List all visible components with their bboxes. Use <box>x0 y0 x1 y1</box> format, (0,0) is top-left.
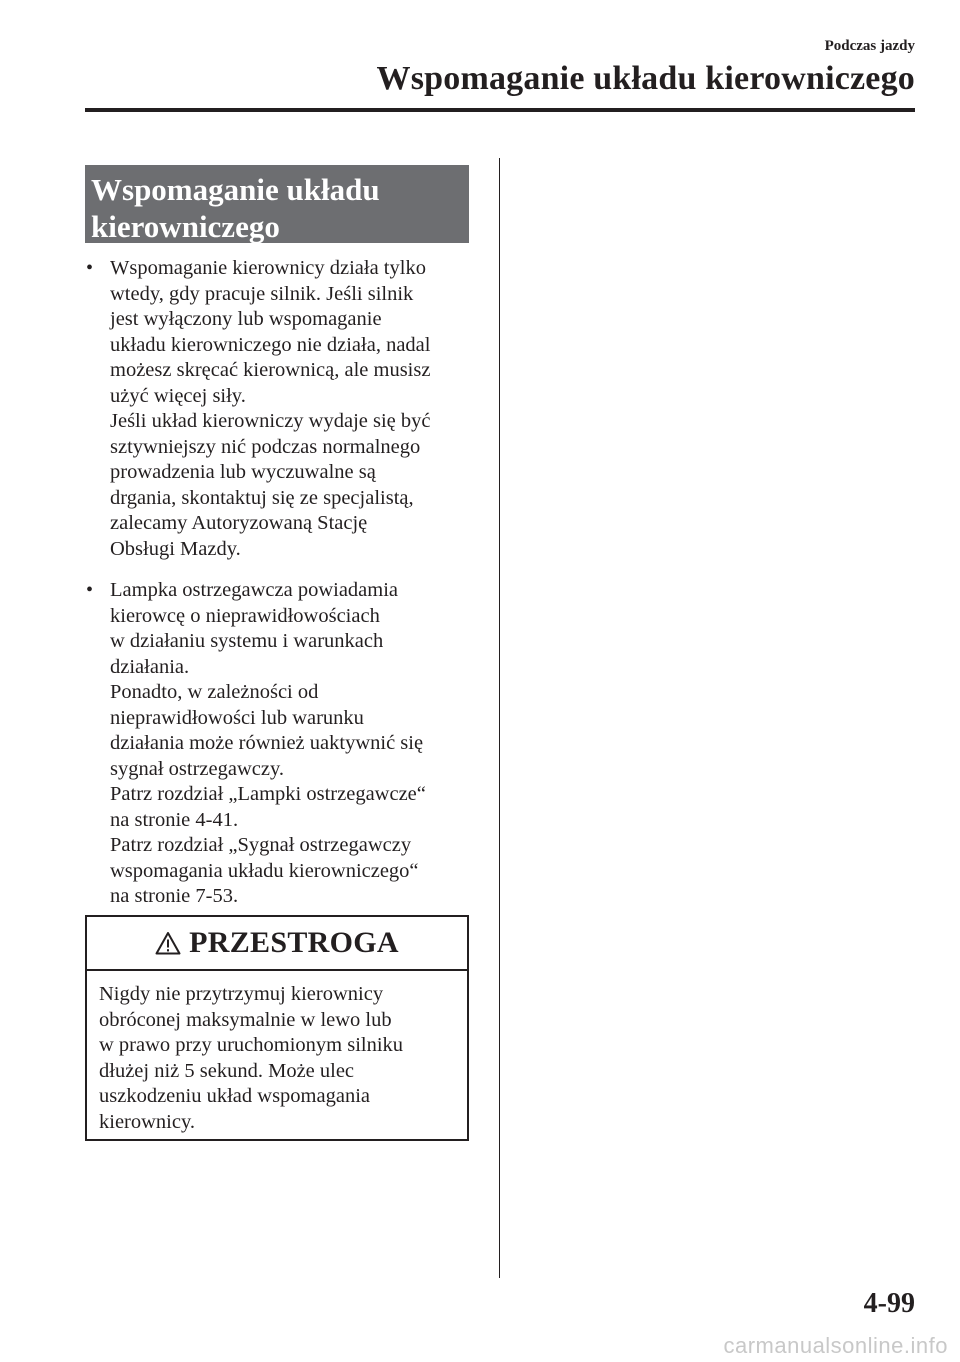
caution-text: Nigdy nie przytrzymuj kierownicy obróconej maksymalnie w lewo lub w prawo przy uruchomionym silniku dłużej niż 5 sekund. Może ulec uszkodzeniu układ wspomagania kierownicy. <box>99 983 404 1133</box>
list-item-text: Lampka ostrzegawcza powiadamia kierowcę o nieprawidłowościach w działaniu systemu i warunkach działania. Ponadto, w zależności od nieprawidłowości lub warunku działania może również uaktywnić się sygnał ostrzegawczy. Patrz rozdział „Lampki ostrzegawcze“ na stronie 4-41. Patrz rozdział „Sygnał ostrzegawczy wspomagania układu kierowniczego“ na stronie 7-53. <box>110 579 426 907</box>
page-heading: Wspomaganie układu kierowniczego <box>376 60 915 97</box>
list-item <box>85 578 469 910</box>
column-divider <box>499 158 500 1278</box>
caution-box <box>85 915 469 1141</box>
chapter-label: Podczas jazdy <box>824 38 915 54</box>
section-title-line1: Wspomaganie układu <box>91 172 380 207</box>
watermark: carmanualsonline.info <box>723 1333 948 1358</box>
bullet-marker: • <box>86 257 94 279</box>
list-item <box>85 256 469 562</box>
bullet-marker: • <box>86 579 94 601</box>
warning-triangle-icon <box>155 931 181 955</box>
caution-header <box>87 917 467 971</box>
section-title <box>85 165 469 243</box>
caution-title: PRZESTROGA <box>189 926 399 959</box>
bullet-list <box>85 256 469 926</box>
section-title-line2: kierowniczego <box>91 209 280 244</box>
list-item-text: Wspomaganie kierownicy działa tylko wtedy, gdy pracuje silnik. Jeśli silnik jest wyłączony lub wspomaganie układu kierowniczego nie działa, nadal możesz skręcać kierownicą, ale musisz użyć więcej siły. Jeśli układ kierowniczy wydaje się być sztywniejszy nić podczas normalnego prowadzenia lub wyczuwalne są drgania, skontaktuj się ze specjalistą, zalecamy Autoryzowaną Stację Obsługi Mazdy. <box>110 257 431 560</box>
header-rule <box>85 108 915 112</box>
page-number: 4-99 <box>863 1288 915 1319</box>
